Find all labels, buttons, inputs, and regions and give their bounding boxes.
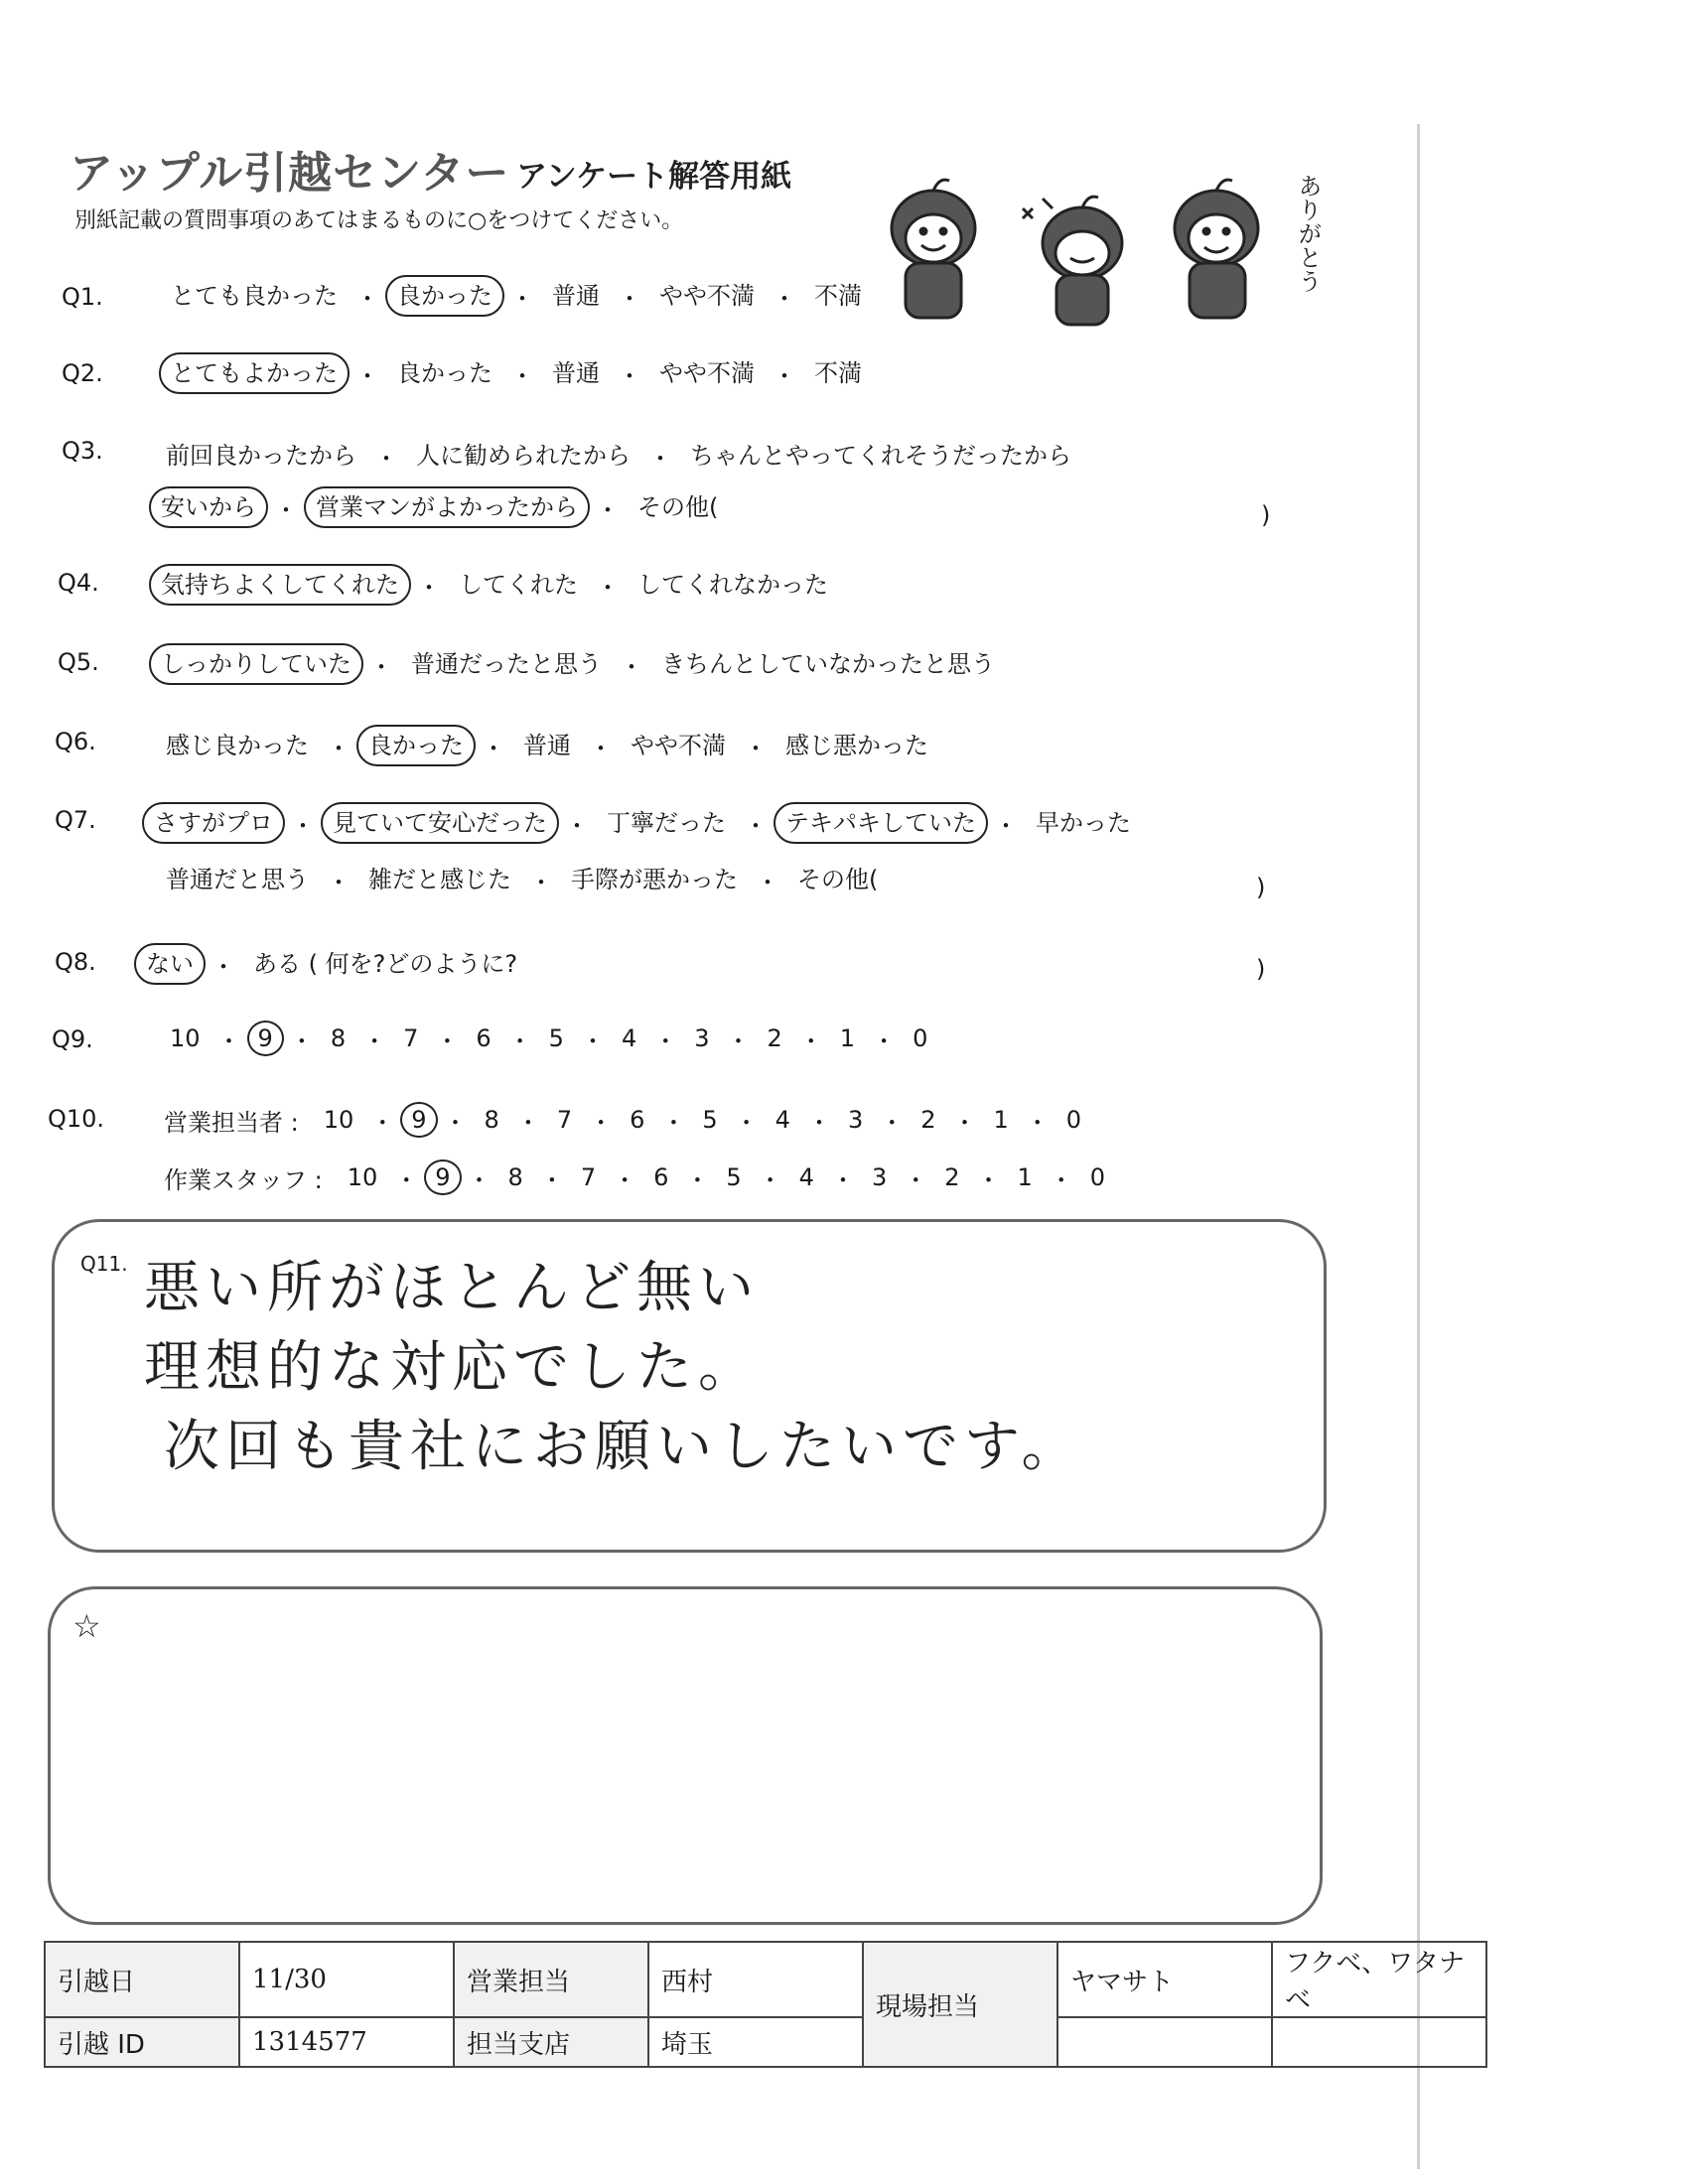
q5-options: しっかりしていた ・ 普通だったと思う ・ きちんとしていなかったと思う [149,643,1007,685]
scan-edge-line [1417,124,1420,2169]
monkey-middle-icon [1023,197,1122,325]
q10-staff-score-2[interactable]: 2 [944,1163,960,1191]
q8-option-none-selected[interactable]: ない [134,943,206,985]
q1-option-slightly-unsatisfied[interactable]: やや不満 [659,282,755,310]
q4-option-did-not[interactable]: してくれなかった [637,571,828,599]
q7-option-poor-handling[interactable]: 手際が悪かった [571,866,738,893]
q10-sales-score-9-selected[interactable]: 9 [400,1102,437,1138]
q10-staff-score-10[interactable]: 10 [347,1163,378,1191]
move-id-label: 引越 ID [45,2017,239,2067]
q2-option-slightly-unsatisfied[interactable]: やや不満 [659,359,755,387]
sales-label: 営業担当 [454,1942,648,2017]
q10-sales-score-1[interactable]: 1 [993,1106,1009,1134]
q11-comment-box[interactable] [52,1219,1327,1553]
q7-option-fast[interactable]: 早かった [1036,809,1131,837]
q7-close-paren: ) [1256,874,1266,901]
q2-option-good[interactable]: 良かった [397,359,492,387]
q1-label: Q1. [62,283,103,311]
q10-sales-score-7[interactable]: 7 [556,1106,573,1134]
q6-options: 感じ良かった ・ 良かった ・ 普通 ・ やや不満 ・ 感じ悪かった [154,725,940,766]
branch-value[interactable]: 埼玉 [648,2017,863,2067]
q10-staff-score-1[interactable]: 1 [1017,1163,1033,1191]
q6-label: Q6. [55,728,96,755]
monkey-right-icon [1175,180,1258,318]
q9-score-2[interactable]: 2 [767,1024,782,1052]
q5-option-normal[interactable]: 普通だったと思う [411,650,602,678]
q10-label: Q10. [48,1105,105,1133]
q6-option-good-selected[interactable]: 良かった [356,725,476,766]
q7-label: Q7. [55,806,96,834]
q1-option-good-selected[interactable]: 良かった [385,275,504,317]
monkey-left-icon [892,180,975,318]
q10-staff-score-3[interactable]: 3 [871,1163,888,1191]
q1-option-normal[interactable]: 普通 [552,282,600,310]
site-empty-cell-2[interactable] [1272,2017,1486,2067]
site-value-2[interactable]: フクベ、ワタナベ [1272,1942,1486,2017]
q7-option-efficient-selected[interactable]: テキパキしていた [774,802,988,844]
q4-label: Q4. [58,569,99,597]
q1-option-unsatisfied[interactable]: 不満 [814,282,862,310]
q5-label: Q5. [58,648,99,676]
q10-staff-score-7[interactable]: 7 [580,1163,597,1191]
site-label: 現場担当 [863,1942,1057,2067]
q10-sales-score-4[interactable]: 4 [774,1106,790,1134]
q7-options-row1: さすがプロ ・ 見ていて安心だった ・ 丁寧だった ・ テキパキしていた ・ 早かった [142,802,1143,844]
sales-value[interactable]: 西村 [648,1942,863,2017]
q10-sales-scale: 営業担当者 : 10 ・ 9 ・ 8 ・ 7 ・ 6 ・ 5 ・ 4 ・ 3 ・ 2 ・ 1 ・ 0 [164,1102,1092,1138]
q10-sales-score-8[interactable]: 8 [484,1106,499,1134]
q3-options-row2: 安いから ・ 営業マンがよかったから ・ その他( [149,486,730,528]
q9-score-10[interactable]: 10 [170,1024,201,1052]
q11-handwriting-line-1: 悪い所がほとんど無い [144,1256,760,1320]
q4-option-pleasant-selected[interactable]: 気持ちよくしてくれた [149,564,411,606]
q3-options-row1: 前回良かったから ・ 人に勧められたから ・ ちゃんとやってくれそうだったから [154,435,1083,477]
q4-options: 気持ちよくしてくれた ・ してくれた ・ してくれなかった [149,564,840,606]
q1-options: とても良かった ・ 良かった ・ 普通 ・ やや不満 ・ 不満 [159,275,874,317]
q10-staff-score-0[interactable]: 0 [1089,1163,1106,1191]
q10-staff-score-9-selected[interactable]: 9 [424,1160,461,1195]
q6-option-very-nice[interactable]: 感じ良かった [166,732,309,759]
q11-label: Q11. [80,1252,128,1276]
q3-option-reliable[interactable]: ちゃんとやってくれそうだったから [690,442,1071,470]
q6-option-bad[interactable]: 感じ悪かった [785,732,928,759]
q10-staff-score-8[interactable]: 8 [507,1163,523,1191]
q8-close-paren: ) [1256,955,1266,983]
q2-option-normal[interactable]: 普通 [552,359,600,387]
q7-option-reassuring-selected[interactable]: 見ていて安心だった [321,802,559,844]
q9-scale: 10 ・ 9 ・ 8 ・ 7 ・ 6 ・ 5 ・ 4 ・ 3 ・ 2 ・ 1 ・ 0 [159,1021,938,1056]
info-table [44,1941,1487,2068]
q8-options: ない ・ ある ( 何を?どのように? [134,943,529,985]
q2-label: Q2. [62,359,103,387]
q10-sales-score-10[interactable]: 10 [323,1106,354,1134]
q1-option-very-good[interactable]: とても良かった [171,282,338,310]
q10-sales-score-5[interactable]: 5 [702,1106,718,1134]
q10-sales-label: 営業担当者 : [164,1108,299,1137]
q10-sales-score-0[interactable]: 0 [1065,1106,1082,1134]
star-icon: ☆ [72,1607,101,1645]
q3-option-cheap-selected[interactable]: 安いから [149,486,268,528]
q9-score-1[interactable]: 1 [839,1024,856,1052]
q7-options-row2: 普通だと思う ・ 雑だと感じた ・ 手際が悪かった ・ その他( [154,859,890,900]
q7-option-polite[interactable]: 丁寧だった [607,809,726,837]
q4-option-did[interactable]: してくれた [459,571,578,599]
q11-handwriting-line-2: 理想的な対応でした。 [144,1335,760,1400]
q10-staff-scale: 作業スタッフ : 10 ・ 9 ・ 8 ・ 7 ・ 6 ・ 5 ・ 4 ・ 3 ・ 2 ・ 1 ・ 0 [164,1160,1116,1195]
q10-staff-score-5[interactable]: 5 [726,1163,742,1191]
q8-option-yes[interactable]: ある ( 何を?どのように? [253,950,518,978]
q5-option-not-proper[interactable]: きちんとしていなかったと思う [661,650,995,678]
mascot-thanks-text: ありがとう [1294,174,1322,293]
q3-option-other[interactable]: その他( [637,493,719,521]
q10-sales-score-3[interactable]: 3 [847,1106,864,1134]
q9-score-6[interactable]: 6 [476,1024,492,1052]
form-title: アンケート解答用紙 [516,159,792,195]
q7-option-other[interactable]: その他( [797,866,879,893]
move-date-value[interactable]: 11/30 [239,1942,454,2017]
company-name: アップル引越センター [70,148,510,199]
q2-option-very-good-selected[interactable]: とてもよかった [159,352,350,394]
q2-option-unsatisfied[interactable]: 不満 [814,359,862,387]
q7-option-sloppy[interactable]: 雑だと感じた [368,866,511,893]
q3-option-previous-good[interactable]: 前回良かったから [166,442,356,470]
mascot-illustration [874,164,1331,337]
q9-score-7[interactable]: 7 [403,1024,419,1052]
q10-staff-score-6[interactable]: 6 [653,1163,669,1191]
site-value-1[interactable]: ヤマサト [1057,1942,1272,2017]
q9-label: Q9. [52,1025,93,1053]
q7-option-normal[interactable]: 普通だと思う [166,866,309,893]
q9-score-9-selected[interactable]: 9 [247,1021,284,1056]
q3-close-paren: ) [1261,501,1271,529]
move-date-label: 引越日 [45,1942,239,2017]
q6-option-normal[interactable]: 普通 [523,732,571,759]
q2-options: とてもよかった ・ 良かった ・ 普通 ・ やや不満 ・ 不満 [159,352,874,394]
site-empty-cell-1[interactable] [1057,2017,1272,2067]
q3-option-salesman-good-selected[interactable]: 営業マンがよかったから [304,486,590,528]
q9-score-4[interactable]: 4 [621,1024,637,1052]
q9-score-8[interactable]: 8 [330,1024,347,1052]
q10-staff-label: 作業スタッフ : [164,1165,323,1194]
q9-score-3[interactable]: 3 [694,1024,710,1052]
q9-score-5[interactable]: 5 [548,1024,564,1052]
branch-label: 担当支店 [454,2017,648,2067]
move-id-value[interactable]: 1314577 [239,2017,454,2067]
q6-option-slightly-unsatisfied[interactable]: やや不満 [631,732,726,759]
q7-option-pro-selected[interactable]: さすがプロ [142,802,285,844]
q11-handwriting-line-3: 次回も貴社にお願いしたいです。 [164,1415,1083,1479]
q10-staff-score-4[interactable]: 4 [798,1163,814,1191]
q5-option-solid-selected[interactable]: しっかりしていた [149,643,363,685]
q8-label: Q8. [55,948,96,976]
q3-label: Q3. [62,437,103,465]
q10-sales-score-2[interactable]: 2 [920,1106,936,1134]
q10-sales-score-6[interactable]: 6 [630,1106,645,1134]
q9-score-0[interactable]: 0 [913,1024,928,1052]
instruction-text: 別紙記載の質問事項のあてはまるものに○をつけてください。 [74,208,684,233]
q3-option-recommended[interactable]: 人に勧められたから [416,442,631,470]
star-comment-box[interactable] [48,1586,1323,1925]
